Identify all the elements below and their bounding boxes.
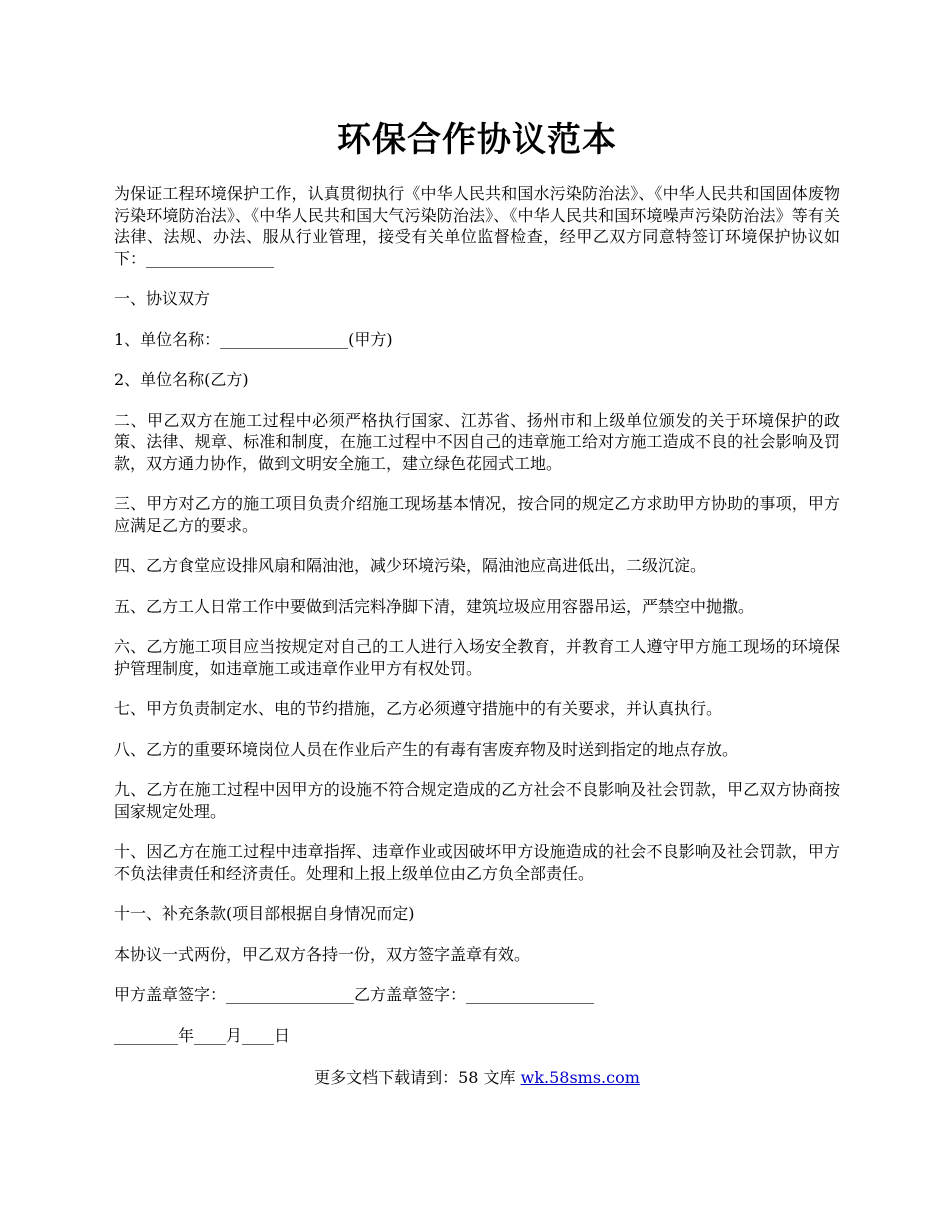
date-line: ________年____月____日 — [114, 1025, 291, 1045]
footer — [114, 1065, 840, 1088]
clause-11: 十一、补充条款(项目部根据自身情况而定) — [114, 904, 415, 923]
copies-statement: 本协议一式两份，甲乙双方各持一份，双方签字盖章有效。 — [114, 944, 531, 964]
clause-3: 三、甲方对乙方的施工项目负责介绍施工现场基本情况，按合同的规定乙方求助甲方协助的事项，甲方应满足乙方的要求。 — [114, 494, 840, 535]
clause-10: 十、因乙方在施工过程中违章指挥、违章作业或因破坏甲方设施造成的社会不良影响及社会罚款，甲方不负法律责任和经济责任。处理和上报上级单位由乙方负全部责任。 — [114, 842, 840, 883]
clause-7: 七、甲方负责制定水、电的节约措施，乙方必须遵守措施中的有关要求，并认真执行。 — [114, 699, 723, 718]
document-page — [114, 112, 840, 1088]
signature-line: 甲方盖章签字：________________乙方盖章签字：________________ — [114, 985, 595, 1004]
section-parties: 一、协议双方 — [114, 289, 211, 308]
clause-5: 五、乙方工人日常工作中要做到活完料净脚下清，建筑垃圾应用容器吊运，严禁空中抛撒。 — [114, 596, 755, 616]
party-b-name: 2、单位名称(乙方) — [114, 370, 249, 389]
footer-link[interactable]: wk.58sms.com — [520, 1068, 640, 1087]
clause-4: 四、乙方食堂应设排风扇和隔油池，减少环境污染，隔油池应高进低出，二级沉淀。 — [114, 556, 707, 575]
clause-6: 六、乙方施工项目应当按规定对自己的工人进行入场安全教育，并教育工人遵守甲方施工现场的环境保护管理制度，如违章施工或违章作业甲方有权处罚。 — [114, 637, 840, 678]
clause-8: 八、乙方的重要环境岗位人员在作业后产生的有毒有害废弃物及时送到指定的地点存放。 — [114, 739, 739, 759]
clause-2: 二、甲乙双方在施工过程中必须严格执行国家、江苏省、扬州市和上级单位颁发的关于环境保护的政策、法律、规章、标准和制度，在施工过程中不因自己的违章施工给对方施工造成不良的社会影响及罚款，双方通力协作，做到文明安全施工，建立绿色花园式工地。 — [114, 410, 840, 473]
document-title: 环保合作协议范本 — [337, 120, 617, 160]
intro-paragraph: 为保证工程环境保护工作，认真贯彻执行《中华人民共和国水污染防治法》、《中华人民共和国固体废物污染环境防治法》、《中华人民共和国大气污染防治法》、《中华人民共和国环境噪声污染防治法》等有关法律、法规、办法、服从行业管理，接受有关单位监督检查，经甲乙双方同意特签订环境保护协议如下：________________ — [114, 184, 840, 268]
clause-9: 九、乙方在施工过程中因甲方的设施不符合规定造成的乙方社会不良影响及社会罚款，甲乙双方协商按国家规定处理。 — [114, 780, 840, 821]
party-a-name: 1、单位名称：________________(甲方) — [114, 329, 393, 349]
footer-text: 更多文档下载请到：58 文库 — [314, 1068, 521, 1087]
